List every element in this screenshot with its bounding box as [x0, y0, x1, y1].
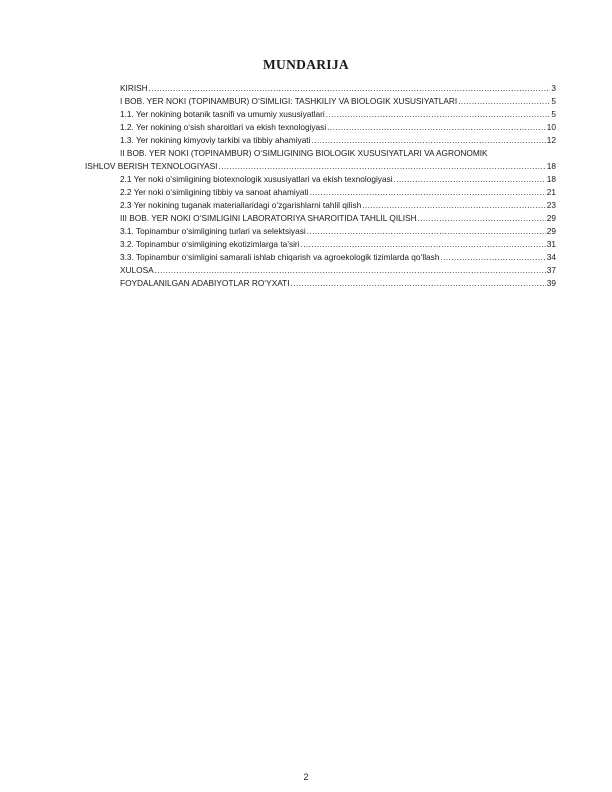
toc-entry-chapter-2[interactable] — [85, 160, 556, 173]
dot-leader — [218, 160, 545, 173]
toc-entry-text: FOYDALANILGAN ADABIYOTLAR RO‘YXATI — [120, 278, 290, 288]
toc-entry-page: 10 — [546, 122, 556, 132]
page-title: MUNDARIJA — [263, 57, 349, 72]
dot-leader — [291, 277, 546, 290]
toc-entry-2-2[interactable] — [120, 186, 556, 199]
toc-entry-text: 2.2 Yer noki o‘simligining tibbiy va sanoat ahamiyati — [120, 187, 309, 197]
dot-leader — [301, 238, 546, 251]
toc-entry-text: I BOB. YER NOKI (TOPINAMBUR) O‘SIMLIGI: TASHKILIY VA BIOLOGIK XUSUSIYATLARI — [120, 96, 458, 106]
toc-entry-text: 1.2. Yer nokining o‘sish sharoitlari va ekish texnologiyasi — [120, 122, 327, 132]
toc-entry-2-1[interactable] — [120, 173, 556, 186]
toc-entry-page: 37 — [546, 265, 556, 275]
toc-entry-2-3[interactable] — [120, 199, 556, 212]
toc-entry-page: 23 — [546, 200, 556, 210]
toc-entry-page: 5 — [551, 96, 556, 106]
toc-entry-text: KIRISH — [120, 83, 148, 93]
toc-entry-text: 2.1 Yer noki o‘simligining biotexnologik xususiyatlari va ekish texnologiyasi — [120, 174, 393, 184]
toc-entry-3-1[interactable] — [120, 225, 556, 238]
toc-entry-text: XULOSA — [120, 265, 154, 275]
toc-entry-text: 3.2. Topinambur o‘simligining ekotizimlarga ta’siri — [120, 239, 300, 249]
toc-entry-3-3[interactable] — [120, 251, 556, 264]
dot-leader — [307, 225, 546, 238]
toc-entry-page: 29 — [546, 213, 556, 223]
toc-entry-references[interactable] — [120, 277, 556, 290]
toc-entry-page: 5 — [551, 109, 556, 119]
dot-leader — [155, 264, 546, 277]
dot-leader — [394, 173, 546, 186]
toc-entry-page: 29 — [546, 226, 556, 236]
toc-entry-text: III BOB. YER NOKI O‘SIMLIGINI LABORATORIYA SHAROITIDA TAHLIL QILISH — [120, 213, 417, 223]
dot-leader — [327, 121, 546, 134]
dot-leader — [440, 251, 545, 264]
toc-entry-page: 12 — [546, 135, 556, 145]
dot-leader — [418, 212, 546, 225]
dot-leader — [149, 82, 551, 95]
toc-entry-text: 3.3. Topinambur o‘simligini samarali ishlab chiqarish va agroekologik tizimlarda qo‘llash — [120, 252, 440, 262]
toc-entry-3-2[interactable] — [120, 238, 556, 251]
dot-leader — [310, 186, 546, 199]
toc-entry-1-3[interactable] — [120, 134, 556, 147]
toc-entry-page: 18 — [546, 161, 556, 171]
toc-entry-page: 34 — [546, 252, 556, 262]
toc-entry-1-1[interactable] — [120, 108, 556, 121]
toc-entry-page: 18 — [546, 174, 556, 184]
toc-entry-page: 21 — [546, 187, 556, 197]
toc-entry-chapter-2-line1[interactable]: II BOB. YER NOKI (TOPINAMBUR) O‘SIMLIGINING BIOLOGIK XUSUSIYATLARI VA AGRONOMIK — [120, 148, 488, 158]
toc-entry-chapter-3[interactable] — [120, 212, 556, 225]
dot-leader — [458, 95, 550, 108]
toc-entry-page: 39 — [546, 278, 556, 288]
dot-leader — [311, 134, 545, 147]
toc-entry-text: 1.3. Yer nokining kimyoviy tarkibi va tibbiy ahamiyati — [120, 135, 311, 145]
toc-entry-xulosa[interactable] — [120, 264, 556, 277]
toc-entry-page: 3 — [551, 83, 556, 93]
toc-entry-1-2[interactable] — [120, 121, 556, 134]
dot-leader — [362, 199, 546, 212]
toc-entry-text: 3.1. Topinambur o‘simligining turlari va selektsiyasi — [120, 226, 306, 236]
toc-entry-text: 2.3 Yer nokining tuganak materiallaridagi o‘zgarishlarni tahlil qilish — [120, 200, 362, 210]
toc-entry-chapter-1[interactable] — [120, 95, 556, 108]
toc-entry-text: ISHLOV BERISH TEXNOLOGIYASI — [85, 161, 218, 171]
toc-entry-page: 31 — [546, 239, 556, 249]
toc-entry-kirish[interactable] — [120, 82, 556, 95]
page-number: 2 — [303, 772, 309, 782]
toc-entry-text: 1.1. Yer nokining botanik tasnifi va umumiy xususiyatlari — [120, 109, 325, 119]
dot-leader — [326, 108, 551, 121]
